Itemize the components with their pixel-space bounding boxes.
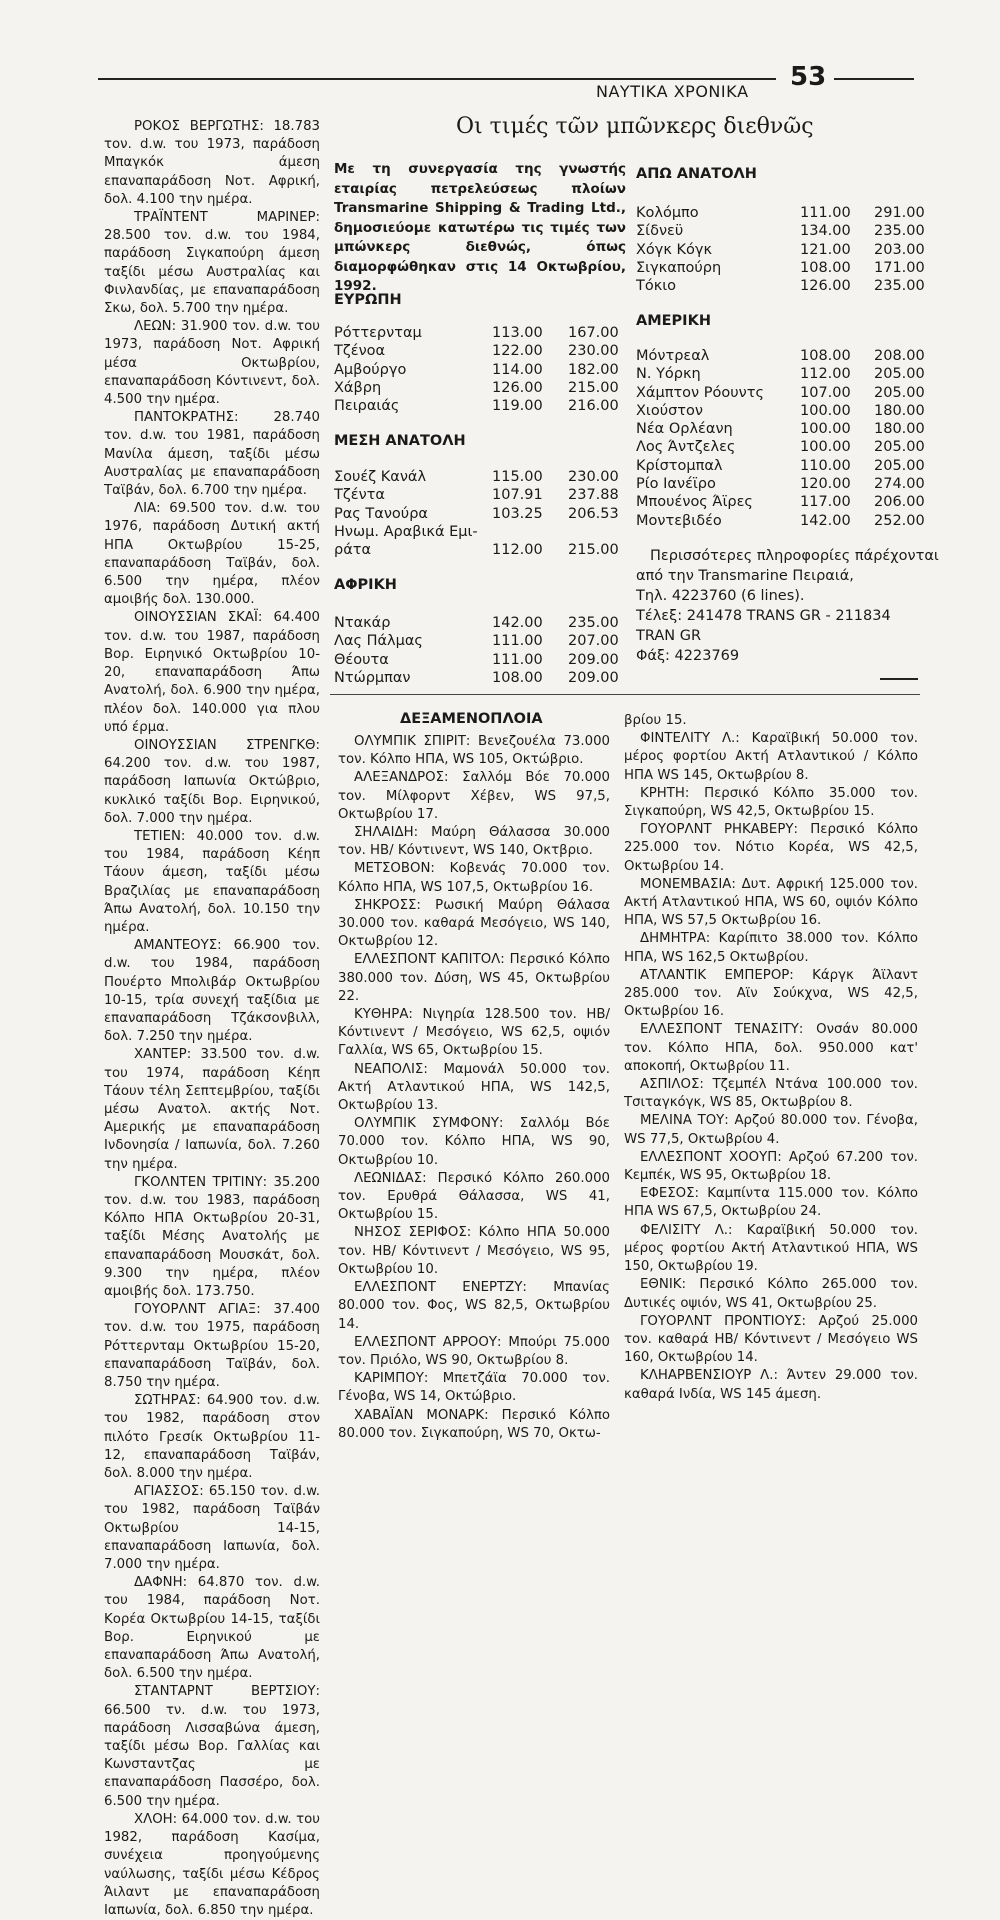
- tanker-fixture: ΚΑΡΙΜΠΟΥ: Μπετζάϊα 70.000 τον. Γένοβα, WS 14, Οκτώβριο.: [338, 1371, 610, 1405]
- price-row: [334, 397, 624, 415]
- price-mgo: 182.00: [568, 361, 619, 378]
- price-ifo: 120.00: [800, 476, 851, 493]
- page-number: 53: [790, 62, 827, 92]
- fixture-entry: ΤΡΑΪΝΤΕΝΤ ΜΑΡΙΝΕΡ: 28.500 τον. d.w. του 1984, παράδοση Σιγκαπούρη άμεση ταξίδι μέσω Αυστραλίας και Φινλανδίας, με επαναπαράδοση Σκω, δολ. 5.700 την ημέρα.: [104, 210, 320, 317]
- price-table-far-east: [636, 204, 928, 295]
- tanker-fixture: ΕΛΛΕΣΠΟΝΤ ΧΟΟΥΠ: Αρζού 67.200 τον. Κεμπέκ, WS 95, Οκτωβρίου 18.: [624, 1149, 918, 1184]
- port-name: Χάβρη: [334, 379, 382, 396]
- port-name: Χόγκ Κόγκ: [636, 241, 713, 258]
- price-ifo: 100.00: [800, 402, 851, 419]
- tanker-fixture: ΕΛΛΕΣΠΟΝΤ ΕΝΕΡΤΖΥ: Μπανίας 80.000 τον. Φος, WS 82,5, Οκτωβρίου 14.: [338, 1280, 610, 1332]
- fixture-entry: ΤΕΤΙΕΝ: 40.000 τον. d.w. του 1984, παράδοση Κέηπ Τάουν άμεση, ταξίδι μέσω Βραζιλίας με επαναπαράδοση Άπω Ανατολή, δολ. 10.150 την ημέρα.: [104, 828, 320, 935]
- fixture-entry: ΣΤΑΝΤΑΡΝΤ ΒΕΡΤΣΙΟΥ: 66.500 τν. d.w. του 1973, παράδοση Λισσαβώνα άμεση, ταξίδι μέσω Βορ. Γαλλίας και Κωνσταντζας με επαναπαράδοση Πασσέρο, δολ. 6.500 την ημέρα.: [104, 1684, 320, 1809]
- contact-telex: Τέλεξ: 241478 TRANS GR - 211834: [636, 608, 891, 624]
- price-row: [636, 222, 928, 240]
- price-ifo: 126.00: [800, 278, 851, 295]
- bunker-prices-title: Οι τιμές τῶν μπῶνκερς διεθνῶς: [456, 114, 814, 139]
- tanker-fixture: ΜΕΛΙΝΑ ΤΟΥ: Αρζού 80.000 τον. Γένοβα, WS 77,5, Οκτωβρίου 4.: [624, 1113, 918, 1147]
- tanker-fixture: ΣΗΚΡΟΣΣ: Ρωσική Μαύρη Θάλασα 30.000 τον. καθαρά Μεσόγειο, WS 140, Οκτωβρίου 12.: [338, 897, 610, 950]
- price-table-middle-east: [334, 468, 624, 559]
- price-ifo: 142.00: [492, 615, 543, 631]
- tanker-fixture: ΑΛΕΞΑΝΔΡΟΣ: Σαλλόμ Βόε 70.000 τον. Μίλφορντ Χέβεν, WS 97,5, Οκτωβρίου 17.: [338, 770, 610, 822]
- tanker-fixture: ΦΕΛΙΣΙΤΥ Λ.: Καραϊβική 50.000 τον. μέρος φορτίου Ακτή Ατλαντικού ΗΠΑ, WS 150, Οκτωβρίου 19.: [624, 1222, 918, 1275]
- fixture-entry: ΛΕΩΝ: 31.900 τον. d.w. του 1973, παράδοση Νοτ. Αφρική μέσα Οκτωβρίου, επαναπαράδοση Κόντινεντ, δολ. 4.500 την ημέρα.: [104, 319, 320, 408]
- price-row: [334, 324, 624, 342]
- header-rule-left: [98, 78, 776, 80]
- tanker-fixture: ΚΡΗΤΗ: Περσικό Κόλπο 35.000 τον. Σιγκαπούρη, WS 42,5, Οκτωβρίου 15.: [624, 785, 918, 820]
- price-ifo: 119.00: [492, 398, 543, 415]
- price-mgo: 209.00: [568, 669, 619, 686]
- tanker-fixture: ΕΛΛΕΣΠΟΝΤ ΑΡΡΟΟΥ: Μπούρι 75.000 τον. Πριόλο, WS 90, Οκτωβρίου 8.: [338, 1334, 610, 1368]
- region-heading-far-east: ΑΠΩ ΑΝΑΤΟΛΗ: [636, 166, 757, 182]
- tankers-heading: ΔΕΞΑΜΕΝΟΠΛΟΙΑ: [400, 711, 543, 727]
- region-heading-america: ΑΜΕΡΙΚΗ: [636, 313, 711, 329]
- port-name: Ντακάρ: [334, 615, 391, 631]
- port-name: Σίδνεϋ: [636, 223, 684, 240]
- port-name: Χιούστον: [636, 402, 703, 419]
- tanker-fixture: ΕΛΛΕΣΠΟΝΤ ΤΕΝΑΣΙΤΥ: Ονσάν 80.000 τον. Κόλπο ΗΠΑ, δολ. 950.000 κατ' αποκοπή, Οκτωβρίου 11.: [624, 1022, 918, 1074]
- tankers-left-column: [338, 733, 610, 1443]
- price-row: [636, 365, 928, 383]
- fixture-entry: ΟΙΝΟΥΣΣΙΑΝ ΣΚΑΪ: 64.400 τον. d.w. του 1987, παράδοση Βορ. Ειρηνικό Οκτωβρίου 10-20, επαναπαράδοση Άπω Ανατολή, δολ. 6.900 την ημέρα, πλέον δολ. 140.000 για πλου υπό έρμα.: [104, 610, 320, 735]
- port-name: Σουέζ Κανάλ: [334, 469, 427, 485]
- price-ifo: 103.25: [492, 505, 543, 522]
- price-row: [334, 486, 624, 504]
- port-name: ράτα: [334, 542, 372, 559]
- price-ifo: 122.00: [492, 343, 543, 360]
- price-mgo: 237.88: [568, 487, 619, 504]
- tanker-fixture: ΦΙΝΤΕΛΙΤΥ Λ.: Καραϊβική 50.000 τον. μέρος φορτίου Ακτή Ατλαντικού / Κόλπο ΗΠΑ WS 145, Οκτωβρίου 8.: [624, 731, 918, 783]
- price-row: [636, 493, 928, 511]
- price-ifo: 142.00: [800, 512, 851, 529]
- fixture-entry: ΟΙΝΟΥΣΣΙΑΝ ΣΤΡΕΝΓΚΘ: 64.200 τον. d.w. του 1987, παράδοση Ιαπωνία Οκτώβριο, κυκλικό ταξίδι Βορ. Ειρηνικού, δολ. 7.000 την ημέρα.: [104, 737, 320, 826]
- contact-info: [636, 546, 939, 666]
- fixture-entry: ΓΚΟΛΝΤΕΝ ΤΡΙΤΙΝΥ: 35.200 τον. d.w. του 1983, παράδοση Κόλπο ΗΠΑ Οκτωβρίου 20-31, ταξίδι Μέσης Ανατολής με επαναπαράδοση Μουσκάτ, δολ. 9.300 την ημέρα, πλέον αμοιβής δολ. 173.750.: [104, 1174, 320, 1299]
- price-row: [636, 259, 928, 277]
- price-ifo: 108.00: [492, 669, 543, 686]
- port-name: Πειραιάς: [334, 398, 400, 415]
- tanker-fixture: ΝΕΑΠΟΛΙΣ: Μαμονάλ 50.000 τον. Ακτή Ατλαντικού ΗΠΑ, WS 142,5, Οκτωβρίου 13.: [338, 1061, 610, 1114]
- tanker-fixture: ΑΤΛΑΝΤΙΚ ΕΜΠΕΡΟΡ: Κάργκ Άϊλαντ 285.000 τον. Αϊν Σούκχνα, WS 42,5, Οκτωβρίου 16.: [624, 967, 918, 1020]
- contact-telex-code: TRAN GR: [636, 628, 702, 644]
- tanker-fixture: ΜΕΤΣΟΒΟΝ: Κοβενάς 70.000 τον. Κόλπο ΗΠΑ, WS 107,5, Οκτωβρίου 16.: [338, 861, 610, 895]
- price-mgo: 205.00: [874, 457, 925, 474]
- price-row: [636, 402, 928, 420]
- price-mgo: 205.00: [874, 384, 925, 401]
- price-ifo: 112.00: [800, 366, 851, 383]
- price-mgo: 167.00: [568, 325, 619, 341]
- contact-line: από την Transmarine Πειραιά,: [636, 568, 854, 584]
- price-row: [334, 505, 624, 523]
- price-ifo: 107.91: [492, 487, 543, 504]
- price-mgo: 180.00: [874, 421, 925, 438]
- port-name: Μπουένος Άϊρες: [636, 494, 753, 511]
- price-ifo: 108.00: [800, 259, 851, 276]
- price-row: [636, 277, 928, 295]
- port-name: Κρίστομπαλ: [636, 457, 723, 474]
- fixture-entry: ΣΩΤΗΡΑΣ: 64.900 τον. d.w. του 1982, παράδοση στον πιλότο Γρεσίκ Οκτωβρίου 11-12, επαναπαράδοση Ταϊβάν, δολ. 8.000 την ημέρα.: [104, 1393, 320, 1482]
- tanker-fixture: ΜΟΝΕΜΒΑΣΙΑ: Δυτ. Αφρική 125.000 τον. Ακτή Ατλαντικού ΗΠΑ, WS 60, οψιόν Κόλπο ΗΠΑ, WS 57,5 Οκτωβρίου 16.: [624, 876, 918, 929]
- price-ifo: 113.00: [492, 325, 543, 341]
- price-row: [334, 342, 624, 360]
- price-mgo: 171.00: [874, 259, 925, 276]
- price-row: [636, 241, 928, 259]
- port-name: Θέουτα: [334, 651, 389, 668]
- price-row: [636, 347, 928, 365]
- price-table-europe: [334, 324, 624, 415]
- port-name: Ρας Τανούρα: [334, 505, 428, 522]
- port-name: Κολόμπο: [636, 205, 699, 221]
- port-name: Χάμπτον Ρόουντς: [636, 384, 764, 401]
- price-ifo: 108.00: [800, 348, 851, 364]
- price-mgo: 215.00: [568, 542, 619, 559]
- tanker-fixture: ΣΗΛΑΙΔΗ: Μαύρη Θάλασσα 30.000 τον. ΗΒ/ Κόντινεντ, WS 140, Οκτβριο.: [338, 825, 610, 859]
- fixture-entry: ΧΛΟΗ: 64.000 τον. d.w. του 1982, παράδοση Κασίμα, συνέχεια προηγούμενης ναύλωσης, ταξίδι μέσω Κέδρος Άιλαντ με επαναπαράδοση Ιαπωνία, δολ. 6.850 την ημέρα.: [104, 1811, 320, 1918]
- fixture-entry: ΠΑΝΤΟΚΡΑΤΗΣ: 28.740 τον. d.w. του 1981, παράδοση Μανίλα άμεση, ταξίδι μέσω Αυστραλίας με επαναπαράδοση Ταϊβάν, δολ. 6.700 την ημέρα.: [104, 410, 320, 499]
- price-mgo: 208.00: [874, 348, 925, 364]
- contact-line: Περισσότερες πληροφορίες πάρέχονται: [650, 548, 939, 564]
- tanker-fixture: ΓΟΥΟΡΛΝΤ ΠΡΟΝΤΙΟΥΣ: Αρζού 25.000 τον. καθαρά ΗΒ/ Κόντινεντ / Μεσόγειο WS 160, Οκτωβρίου 14.: [624, 1313, 918, 1366]
- price-row: [334, 523, 624, 541]
- price-ifo: 111.00: [800, 205, 851, 221]
- fixture-entry: ΔΑΦΝΗ: 64.870 τον. d.w. του 1984, παράδοση Νοτ. Κορέα Οκτωβρίου 14-15, ταξίδι Βορ. Ειρηνικού με επαναπαράδοση Άπω Ανατολή, δολ. 6.500 την ημέρα.: [104, 1575, 320, 1682]
- dry-fixtures-column: [104, 118, 320, 1920]
- fixture-entry: ΧΑΝΤΕΡ: 33.500 τον. d.w. του 1974, παράδοση Κέηπ Τάουν τέλη Σεπτεμβρίου, ταξίδι μέσω Ανατολ. ακτής Νοτ. Αμερικής με επαναπαράδοση Ινδονησία / Ιαπωνία, δολ. 7.260 την ημέρα.: [104, 1047, 320, 1172]
- port-name: Μόντρεαλ: [636, 348, 710, 364]
- port-name: Αμβούργο: [334, 361, 407, 378]
- price-mgo: 235.00: [874, 278, 925, 295]
- port-name: Ρόττερνταμ: [334, 325, 422, 341]
- price-mgo: 215.00: [568, 379, 619, 396]
- price-ifo: 115.00: [492, 469, 543, 485]
- port-name: Ηνωμ. Αραβικά Εμι-: [334, 523, 478, 540]
- port-name: Νέα Ορλέανη: [636, 421, 733, 438]
- price-mgo: 235.00: [568, 615, 619, 631]
- price-ifo: 110.00: [800, 457, 851, 474]
- price-row: [334, 651, 624, 669]
- end-rule: [880, 678, 918, 680]
- price-mgo: 206.53: [568, 505, 619, 522]
- region-heading-middle-east: ΜΕΣΗ ΑΝΑΤΟΛΗ: [334, 433, 466, 449]
- price-mgo: 203.00: [874, 241, 925, 258]
- price-row: [334, 541, 624, 559]
- port-name: Ν. Υόρκη: [636, 366, 701, 383]
- price-mgo: 205.00: [874, 439, 925, 456]
- price-mgo: 216.00: [568, 398, 619, 415]
- port-name: Μοντεβιδέο: [636, 512, 722, 529]
- port-name: Τζέντα: [334, 487, 385, 504]
- tanker-fixture: ΟΛΥΜΠΙΚ ΣΠΙΡΙΤ: Βενεζουέλα 73.000 τον. Κόλπο ΗΠΑ, WS 105, Οκτώβριο.: [338, 734, 610, 768]
- price-row: [334, 361, 624, 379]
- port-name: Λος Άντζελες: [636, 439, 736, 456]
- region-heading-africa: ΑΦΡΙΚΗ: [334, 577, 397, 593]
- price-ifo: 112.00: [492, 542, 543, 559]
- bunker-prices-intro: Με τη συνεργασία της γνωστής εταιρίας πετρελεύσεως πλοίων Transmarine Shipping & Trading Ltd., δημοσιεύομε κατωτέρω τις τιμές των μπώνκερς διεθνώς, όπως διαμορφώθηκαν στις 14 Οκτωβρίου, 1992.: [334, 161, 626, 294]
- tanker-fixture: ΚΥΘΗΡΑ: Νιγηρία 128.500 τον. ΗΒ/ Κόντινεντ / Μεσόγειο, WS 62,5, οψιόν Γαλλία, WS 65, Οκτωβρίου 15.: [338, 1007, 610, 1059]
- price-row: [334, 614, 624, 632]
- port-name: Τόκιο: [636, 278, 677, 295]
- publication-title: ΝΑΥΤΙΚΑ ΧΡΟΝΙΚΑ: [596, 82, 749, 101]
- fixture-entry: ΓΟΥΟΡΛΝΤ ΑΓΙΑΞ: 37.400 τον. d.w. του 1975, παράδοση Ρόττερνταμ Οκτωβρίου 15-20, επαναπαράδοση Ταϊβάν, δολ. 8.750 την ημέρα.: [104, 1302, 320, 1391]
- price-ifo: 117.00: [800, 494, 851, 511]
- price-mgo: 252.00: [874, 512, 925, 529]
- price-row: [334, 468, 624, 486]
- price-mgo: 207.00: [568, 633, 619, 650]
- port-name: Τζένοα: [334, 343, 386, 360]
- price-row: [334, 632, 624, 650]
- port-name: Ντώρμπαν: [334, 669, 411, 686]
- contact-fax: Φάξ: 4223769: [636, 648, 740, 664]
- tanker-fixture: ΑΣΠΙΛΟΣ: Τζεμπέλ Ντάνα 100.000 τον. Τσιταγκόγκ, WS 85, Οκτωβρίου 8.: [624, 1077, 918, 1111]
- price-ifo: 126.00: [492, 379, 543, 396]
- contact-phone: Τηλ. 4223760 (6 lines).: [636, 588, 805, 604]
- price-ifo: 114.00: [492, 361, 543, 378]
- price-mgo: 230.00: [568, 343, 619, 360]
- tanker-fixture: ΔΗΜΗΤΡΑ: Καρίπιτο 38.000 τον. Κόλπο ΗΠΑ, WS 162,5 Οκτωβρίου.: [624, 931, 918, 965]
- price-mgo: 230.00: [568, 469, 619, 485]
- fixture-entry: ΑΜΑΝΤΕΟΥΣ: 66.900 τον. d.w. του 1984, παράδοση Πουέρτο Μπολιβάρ Οκτωβρίου 10-15, τρία συνεχή ταξίδια με επαναπαράδοση Τζάκσονβιλλ, δολ. 7.250 την ημέρα.: [104, 938, 320, 1045]
- price-mgo: 209.00: [568, 651, 619, 668]
- price-ifo: 121.00: [800, 241, 851, 258]
- tanker-fixture: ΧΑΒΑΪΑΝ ΜΟΝΑΡΚ: Περσικό Κόλπο 80.000 τον. Σιγκαπούρη, WS 70, Οκτω-: [338, 1407, 610, 1441]
- price-ifo: 100.00: [800, 439, 851, 456]
- port-name: Λας Πάλμας: [334, 633, 423, 650]
- fixture-entry: ΡΟΚΟΣ ΒΕΡΓΩΤΗΣ: 18.783 τον. d.w. του 1973, παράδοση Μπαγκόκ άμεση επαναπαράδοση Νοτ. Αφρική, δολ. 4.100 την ημέρα.: [104, 119, 320, 207]
- price-mgo: 180.00: [874, 402, 925, 419]
- tanker-fixture: ΕΦΕΣΟΣ: Καμπίντα 115.000 τον. Κόλπο ΗΠΑ WS 67,5, Οκτωβρίου 24.: [624, 1186, 918, 1220]
- price-row: [636, 420, 928, 438]
- price-ifo: 100.00: [800, 421, 851, 438]
- price-mgo: 274.00: [874, 476, 925, 493]
- price-ifo: 134.00: [800, 223, 851, 240]
- price-mgo: 235.00: [874, 223, 925, 240]
- tanker-fixture: ΓΟΥΟΡΛΝΤ ΡΗΚΑΒΕΡΥ: Περσικό Κόλπο 225.000 τον. Νότιο Κορέα, WS 42,5, Οκτωβρίου 14.: [624, 822, 918, 874]
- price-mgo: 206.00: [874, 494, 925, 511]
- tanker-fixture: ΚΛΗΑΡΒΕΝΣΙΟΥΡ Λ.: Άντεν 29.000 τον. καθαρά Ινδία, WS 145 άμεση.: [624, 1368, 918, 1402]
- price-row: [636, 384, 928, 402]
- port-name: Σιγκαπούρη: [636, 259, 722, 276]
- fixture-entry: ΛΙΑ: 69.500 τον. d.w. του 1976, παράδοση Δυτική ακτή ΗΠΑ Οκτωβρίου 15-25, επαναπαράδοση Ταϊβάν, δολ. 6.500 την ημέρα, πλέον αμοιβής δολ. 130.000.: [104, 501, 320, 608]
- tankers-right-column: [624, 712, 918, 1404]
- tanker-fixture: ΛΕΩΝΙΔΑΣ: Περσικό Κόλπο 260.000 τον. Ερυθρά Θάλασσα, WS 41, Οκτωβρίου 15.: [338, 1170, 610, 1223]
- price-ifo: 111.00: [492, 651, 543, 668]
- price-table-africa: [334, 614, 624, 687]
- tanker-fixture-continuation: βρίου 15.: [624, 713, 687, 728]
- price-row: [636, 457, 928, 475]
- price-ifo: 107.00: [800, 384, 851, 401]
- price-mgo: 291.00: [874, 205, 925, 221]
- price-row: [636, 512, 928, 530]
- tanker-fixture: ΝΗΣΟΣ ΣΕΡΙΦΟΣ: Κόλπο ΗΠΑ 50.000 τον. ΗΒ/ Κόντινεντ / Μεσόγειο, WS 95, Οκτωβρίου 10.: [338, 1225, 610, 1277]
- region-heading-europe: ΕΥΡΩΠΗ: [334, 292, 402, 308]
- port-name: Ρίο Ιανέϊρο: [636, 476, 716, 493]
- price-row: [636, 204, 928, 222]
- tanker-fixture: ΟΛΥΜΠΙΚ ΣΥΜΦΟΝΥ: Σαλλόμ Βόε 70.000 τον. Κόλπο ΗΠΑ, WS 90, Οκτωβρίου 10.: [338, 1116, 610, 1168]
- price-table-america: [636, 347, 928, 530]
- price-row: [334, 669, 624, 687]
- price-row: [334, 379, 624, 397]
- tanker-fixture: ΕΛΛΕΣΠΟΝΤ ΚΑΠΙΤΟΛ: Περσικό Κόλπο 380.000 τον. Δύση, WS 45, Οκτωβρίου 22.: [338, 952, 610, 1004]
- fixture-entry: ΑΓΙΑΣΣΟΣ: 65.150 τον. d.w. του 1982, παράδοση Ταϊβάν Οκτωβρίου 14-15, επαναπαράδοση Ιαπωνία, δολ. 7.000 την ημέρα.: [104, 1484, 320, 1573]
- price-row: [636, 475, 928, 493]
- header-rule-right: [834, 78, 914, 80]
- price-ifo: 111.00: [492, 633, 543, 650]
- price-row: [636, 438, 928, 456]
- tanker-fixture: ΕΘΝΙΚ: Περσικό Κόλπο 265.000 τον. Δυτικές οψιόν, WS 41, Οκτωβρίου 25.: [624, 1277, 918, 1311]
- price-mgo: 205.00: [874, 366, 925, 383]
- section-divider: [330, 694, 920, 695]
